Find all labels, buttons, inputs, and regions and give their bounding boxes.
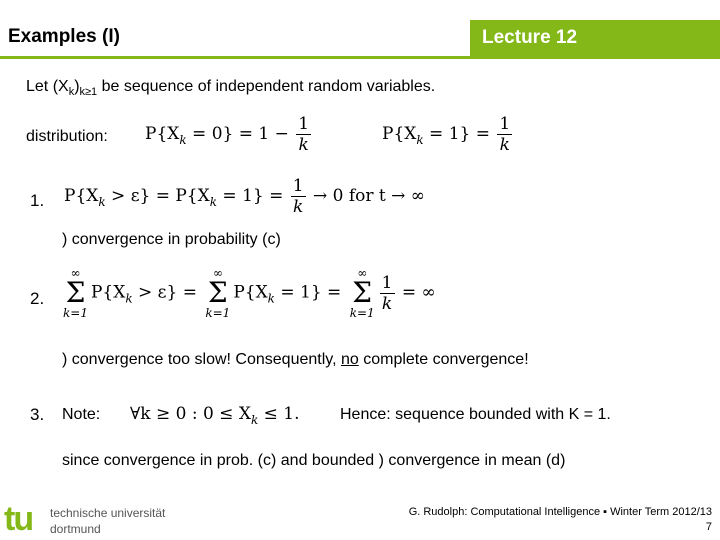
item-1-formula: $P\{X_k > \varepsilon\} = P\{X_k = 1\}$ = $\frac{1}{k}$ → 0 for t → ∞ (64, 176, 425, 217)
intro-line: Let $(X_k)_{k\ge 1}$ be sequence of independent random variables. (26, 78, 436, 98)
fraction: $\frac{1}{k}$ (381, 272, 393, 314)
sum-symbol: ∞ Σ k=1 (349, 266, 375, 320)
item-3-number: 3. (30, 405, 45, 424)
lecture-bar (470, 20, 720, 59)
lecture-label: Lecture 12 (482, 27, 578, 48)
fraction: $\frac{1}{k}$ (298, 114, 310, 155)
logo-line-1: technische universität (50, 506, 166, 520)
item-1-number: 1. (30, 191, 45, 210)
item-1-conclusion: ) convergence in probability (c) (62, 231, 281, 248)
item-2-number: 2. (30, 289, 45, 308)
fraction: $\frac{1}{k}$ (292, 176, 304, 217)
university-logo (0, 500, 200, 540)
page-number: 7 (705, 521, 712, 533)
logo-line-2: dortmund (50, 522, 101, 536)
item-2-conclusion: ) convergence too slow! Consequently, no complete convergence! (62, 351, 529, 368)
footer-credit: G. Rudolph: Computational Intelligence ▪ Winter Term 2012/13 7 (408, 506, 712, 533)
sum-symbol: ∞ Σ k=1 (63, 266, 88, 320)
item-3-note-label: Note: (62, 406, 101, 423)
slide-title: Examples (I) (8, 26, 120, 47)
item-3-conclusion: since convergence in prob. (c) and bounded ) convergence in mean (d) (62, 452, 566, 469)
tu-logo-mark: tu (4, 500, 33, 538)
fraction: $\frac{1}{k}$ (499, 114, 511, 155)
item-3-hence: Hence: sequence bounded with K = 1. (340, 406, 611, 423)
distribution-label: distribution: (26, 128, 108, 145)
item-2-formula: ∞ Σ k=1 $P\{X_k > \varepsilon\}$ = ∞ Σ k=1 $P\{X_k = 1\}$ = ∞ Σ k=1 $\frac{1}{k}$ = ∞ (63, 266, 436, 320)
sum-symbol: ∞ Σ k=1 (205, 266, 231, 320)
title-bar (0, 20, 470, 59)
distribution-eq-one: $P\{X_k = 1\}$ = $\frac{1}{k}$ (382, 114, 511, 155)
item-3-formula: ∀k ≥ 0 : $0 \le X_k \le 1$. (130, 404, 300, 427)
distribution-eq-zero: $P\{X_k = 0\} = 1$ − $\frac{1}{k}$ (145, 114, 310, 155)
